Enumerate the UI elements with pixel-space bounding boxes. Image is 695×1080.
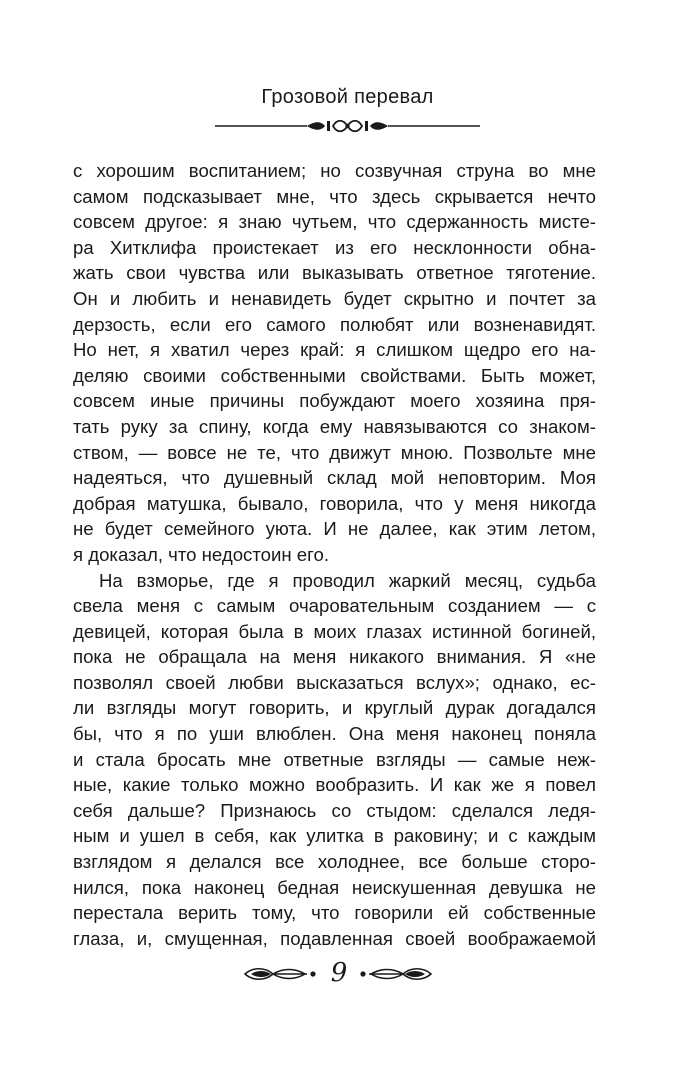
text-line: совсем иные причины побуждают моего хозяина пря-: [73, 390, 596, 412]
text-line: ли взгляды могут говорить, и круглый дурак догадался: [73, 697, 596, 719]
paragraph-last-line: я доказал, что недостоин его.: [73, 543, 330, 565]
text-line: совсем другое: я знаю чутьем, что сдержанность мисте-: [73, 211, 596, 233]
text-line: жать свои чувства или выказывать ответное тяготение.: [73, 262, 596, 284]
text-line: деляю своими собственными свойствами. Быть может,: [73, 364, 596, 386]
text-line: надеяться, что душевный склад мой неповторим. Моя: [73, 467, 596, 489]
text-line: тать руку за спину, когда ему навязываются со знаком-: [73, 415, 596, 437]
text-line: Но нет, я хватил через край: я слишком щедро его на-: [73, 339, 596, 361]
text-line: и стала бросать мне ответные взгляды — самые неж-: [73, 748, 596, 770]
text-line: ные, какие только можно вообразить. И как же я повел: [73, 774, 596, 796]
text-line: ра Хитклифа проистекает из его несклонности обна-: [73, 236, 596, 258]
text-line: бы, что я по уши влюблен. Она меня наконец поняла: [73, 723, 596, 745]
text-line: позволял своей любви высказаться вслух»; однако, ес-: [73, 671, 596, 693]
text-line: пока не обращала на меня никакого внимания. Я «не: [73, 646, 596, 668]
text-line: перестала верить тому, что говорили ей собственные: [73, 902, 596, 924]
text-line: нился, пока наконец бедная неискушенная девушка не: [73, 876, 596, 898]
running-head-title: Грозовой перевал: [261, 86, 434, 108]
text-line: дерзость, если его самого полюбят или возненавидят.: [73, 313, 596, 335]
text-line: свела меня с самым очаровательным созданием — с: [73, 595, 596, 617]
text-line: не будет семейного уюта. И не далее, как этим летом,: [73, 518, 596, 540]
text-line: взглядом я делался все холоднее, все больше сторо-: [73, 851, 596, 873]
text-line: ством, — вовсе не те, что движут мною. Позвольте мне: [73, 441, 596, 463]
body-text: [73, 158, 596, 951]
flourish-right-icon: [357, 965, 433, 983]
text-line: самом подсказывает мне, что здесь скрывается нечто: [73, 185, 596, 207]
page-footer: [0, 955, 695, 995]
text-line: Он и любить и ненавидеть будет скрытно и почтет за: [73, 287, 596, 309]
flourish-divider-icon: [215, 117, 480, 135]
text-line: с хорошим воспитанием; но созвучная струна во мне: [73, 160, 596, 181]
text-line: ным и ушел в себя, как улитка в раковину; и с каждым: [73, 825, 596, 847]
text-line: себя дальше? Признаюсь со стыдом: сделался ледя-: [73, 799, 596, 821]
text-line: добрая матушка, бывало, говорила, что у меня никогда: [73, 492, 596, 514]
text-line: глаза, и, смущенная, подавленная своей воображаемой: [73, 927, 596, 949]
page-number: 9: [330, 958, 348, 988]
paragraph-first-line: На взморье, где я проводил жаркий месяц, судьба: [99, 569, 596, 591]
flourish-left-icon: [243, 965, 319, 983]
text-line: девицей, которая была в моих глазах истинной богиней,: [73, 620, 596, 642]
